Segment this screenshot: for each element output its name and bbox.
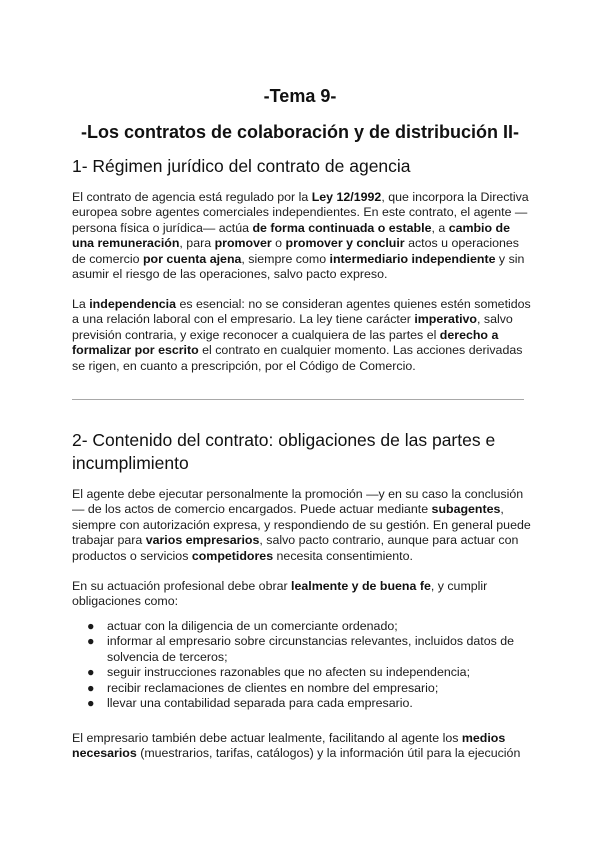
section-1-heading: 1- Régimen jurídico del contrato de agencia	[72, 156, 411, 176]
list-item: ● actuar con la diligencia de un comerciante ordenado;	[87, 619, 398, 633]
emphasis-text: por cuenta ajena	[142, 251, 242, 266]
emphasis-text: subagentes	[431, 502, 501, 517]
emphasis-text: promover	[214, 236, 272, 251]
section-2-paragraph-2: En su actuación profesional debe obrar lealmente y de buena fe, y cumplir obligaciones como:	[72, 579, 488, 609]
list-item: ● informar al empresario sobre circunstancias relevantes, incluidos datos de solvencia de terceros;	[87, 634, 515, 664]
section-2-paragraph-3: El empresario también debe actuar lealmente, facilitando al agente los medios necesarios (muestrarios, tarifas, catálogos) y la información útil para la ejecución	[72, 731, 521, 761]
emphasis-text: de forma continuada o estable	[252, 220, 432, 235]
emphasis-text: varios empresarios	[145, 533, 260, 548]
emphasis-text: Ley 12/1992	[311, 190, 382, 204]
bullet-icon: ●	[87, 696, 95, 711]
emphasis-text: promover y concluir	[285, 236, 405, 251]
emphasis-text: medios necesarios	[72, 731, 506, 761]
section-2-heading: 2- Contenido del contrato: obligaciones de las partes e incumplimiento	[72, 430, 496, 473]
emphasis-text: imperativo	[414, 312, 477, 327]
bullet-icon: ●	[87, 619, 95, 633]
section-2-paragraph-1: El agente debe ejecutar personalmente la promoción —y en su caso la conclusión— de los actos de comercio encargados. Puede actuar mediante subagentes, siempre con autorización expresa, y respondiendo de su gestión. En general puede trabajar para varios empresarios, salvo pacto contrario, aunque para actuar con productos o servicios competidores necesita consentimiento.	[72, 487, 531, 563]
section-1-paragraph-2: La independencia es esencial: no se consideran agentes quienes estén sometidos a una relación laboral con el empresario. La ley tiene carácter imperativo, salvo previsión contraria, y exige reconocer a cualquiera de las partes el derecho a formalizar por escrito el contrato en cualquier momento. Las acciones derivadas se rigen, en cuanto a prescripción, por el Código de Comercio.	[72, 297, 531, 373]
emphasis-text: independencia	[89, 297, 176, 311]
emphasis-text: intermediario independiente	[329, 251, 496, 266]
emphasis-text: derecho a formalizar por escrito	[72, 327, 499, 358]
section-divider	[72, 399, 524, 400]
emphasis-text: cambio de una remuneración	[72, 220, 510, 251]
bullet-icon: ●	[87, 680, 95, 695]
section-1-paragraph-1: El contrato de agencia está regulado por la Ley 12/1992, que incorpora la Directiva europea sobre agentes comerciales independientes. En este contrato, el agente —persona física o jurídica— actúa de forma continuada o estable, a cambio de una remuneración, para promover o promover y concluir actos u operaciones de comercio por cuenta ajena, siempre como intermediario independiente y sin asumir el riesgo de las operaciones, salvo pacto expreso.	[72, 190, 529, 282]
emphasis-text: lealmente y de buena fe	[291, 579, 431, 593]
document-title: -Los contratos de colaboración y de distribución II-	[80, 122, 520, 142]
topic-number: -Tema 9-	[263, 86, 337, 106]
list-item: ● recibir reclamaciones de clientes en nombre del empresario;	[87, 680, 439, 695]
emphasis-text: competidores	[191, 548, 274, 563]
bullet-icon: ●	[87, 665, 95, 680]
obligations-list	[72, 619, 532, 711]
list-item: ● llevar una contabilidad separada para cada empresario.	[87, 696, 413, 711]
bullet-icon: ●	[87, 634, 95, 649]
list-item: ● seguir instrucciones razonables que no afecten su independencia;	[87, 665, 471, 680]
